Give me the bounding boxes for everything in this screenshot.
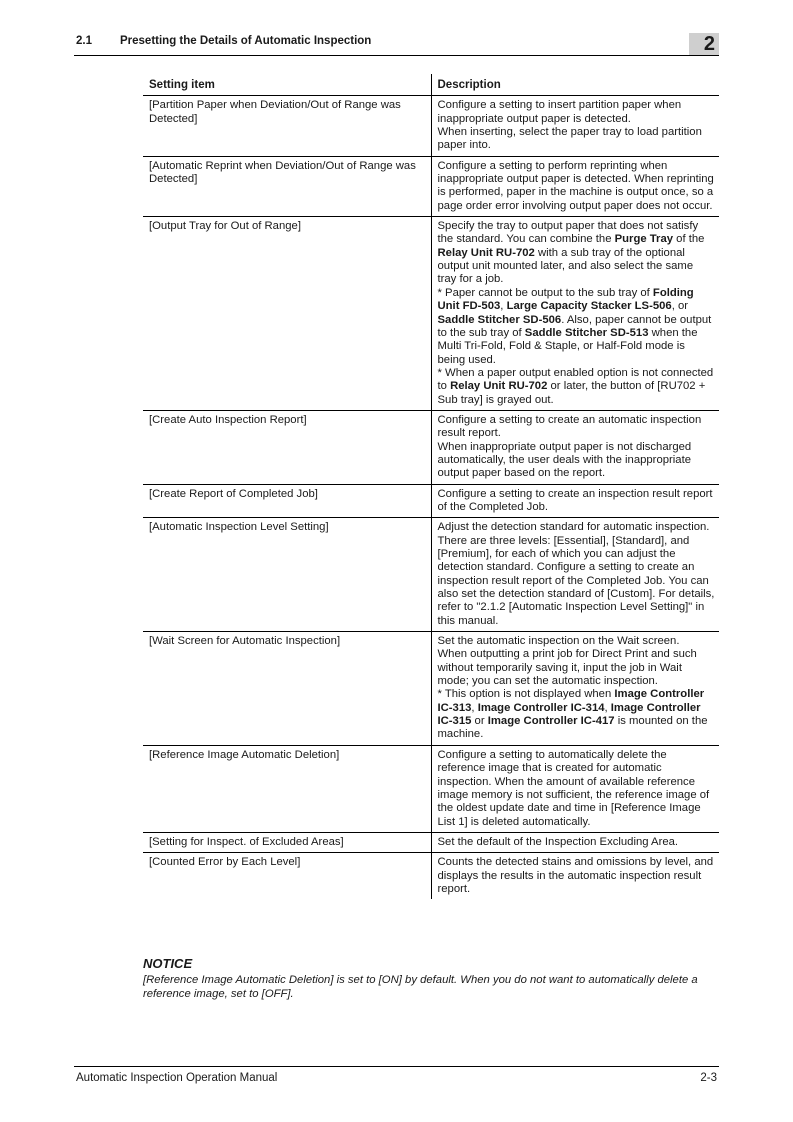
description-text: Configure a setting to automatically delete the reference image that is created for automatic inspection. When the amount of available reference image memory is not sufficient, the reference image of the oldest update date and time in [Reference Image List 1] is deleted automatically. <box>437 748 710 828</box>
product-name: Relay Unit RU-702 <box>450 380 548 393</box>
description-cell <box>431 853 719 900</box>
table-row <box>143 410 719 484</box>
description-cell <box>431 832 719 852</box>
setting-item-cell: [Counted Error by Each Level] <box>143 853 431 900</box>
description-text: Set the default of the Inspection Excluding Area. <box>437 835 679 848</box>
table-row <box>143 217 719 411</box>
chapter-number: 2 <box>703 33 715 55</box>
setting-item-cell: [Output Tray for Out of Range] <box>143 217 431 411</box>
description-text: Specify the tray to output paper that does not satisfy the standard. You can combine the <box>437 220 699 246</box>
description-paragraph <box>438 441 716 481</box>
description-text: * When a paper output enabled option is not connected to <box>437 366 714 393</box>
description-text: . Also, paper cannot be output to the sub tray of <box>437 313 712 339</box>
table-row <box>143 518 719 632</box>
product-name: Saddle Stitcher SD-506 <box>437 313 562 326</box>
setting-item-cell: [Create Report of Completed Job] <box>143 484 431 518</box>
setting-item-cell: [Automatic Inspection Level Setting] <box>143 518 431 632</box>
table-row <box>143 156 719 216</box>
description-paragraph <box>438 160 716 213</box>
description-paragraph <box>438 856 716 896</box>
setting-item-cell: [Automatic Reprint when Deviation/Out of Range was Detected] <box>143 156 431 216</box>
description-cell <box>431 217 719 411</box>
product-name: Relay Unit RU-702 <box>437 246 535 259</box>
column-header-setting-item: Setting item <box>143 74 431 96</box>
description-cell <box>431 745 719 832</box>
table-header-row <box>143 74 719 96</box>
setting-item-cell: [Setting for Inspect. of Excluded Areas] <box>143 832 431 852</box>
description-paragraph <box>438 749 716 829</box>
description-text: or <box>471 715 488 728</box>
manual-title: Automatic Inspection Operation Manual <box>76 1072 278 1084</box>
table-row <box>143 484 719 518</box>
column-header-description: Description <box>431 74 719 96</box>
description-paragraph <box>438 635 716 648</box>
description-paragraph <box>438 220 716 287</box>
table-row <box>143 96 719 156</box>
description-text: is mounted on the machine. <box>437 715 708 741</box>
setting-item-cell: [Create Auto Inspection Report] <box>143 410 431 484</box>
description-paragraph <box>438 836 716 849</box>
description-paragraph <box>438 287 716 367</box>
description-text: Configure a setting to create an automatic inspection result report. <box>437 413 702 440</box>
description-text: When inappropriate output paper is not discharged automatically, the user deals with the inappropriate output paper based on the report. <box>437 440 692 480</box>
description-text: of the <box>673 233 705 246</box>
settings-table <box>143 74 719 899</box>
setting-item-cell: [Partition Paper when Deviation/Out of Range was Detected] <box>143 96 431 156</box>
table-row <box>143 632 719 746</box>
page-footer <box>74 1066 719 1089</box>
setting-item-cell: [Wait Screen for Automatic Inspection] <box>143 632 431 746</box>
description-text: Configure a setting to insert partition paper when inappropriate output paper is detected. <box>437 99 682 125</box>
description-text: , or <box>671 300 689 313</box>
description-text: Counts the detected stains and omissions by level, and displays the results in the automatic inspection result report. <box>437 856 714 895</box>
product-name: Image Controller IC-313 <box>437 688 705 714</box>
description-cell <box>431 518 719 632</box>
description-cell <box>431 410 719 484</box>
notice-title: NOTICE <box>143 956 193 971</box>
description-text: with a sub tray of the optional output unit mounted later, and also select the same tray for a job. <box>437 246 694 286</box>
description-text: Configure a setting to create an inspection result report of the Completed Job. <box>437 487 713 513</box>
product-name: Saddle Stitcher SD-513 <box>524 326 649 339</box>
product-name: Folding Unit FD-503 <box>437 286 694 313</box>
description-text: Adjust the detection standard for automatic inspection. There are three levels: [Essential], [Standard], and [Premium], for each of which you can adjust the detection standard. Configure a setting to create an inspection result report of the Completed Job. You can also set the detection standard of [Custom]. For details, refer to "2.1.2 [Automatic Inspection Level Setting]" in this manual. <box>437 521 715 627</box>
table-body <box>143 96 719 899</box>
product-name: Image Controller IC-314 <box>477 701 605 714</box>
description-paragraph <box>438 414 716 441</box>
description-text: , <box>471 701 478 714</box>
description-paragraph <box>438 367 716 407</box>
description-paragraph <box>438 648 716 688</box>
product-name: Image Controller IC-417 <box>487 715 615 728</box>
description-text: , <box>604 701 611 714</box>
description-paragraph <box>438 688 716 741</box>
section-number: 2.1 <box>76 35 92 47</box>
description-text: Configure a setting to perform reprinting when inappropriate output paper is detected. When reprinting is performed, paper in the machine is output once, so a page order error involving output paper does not occur. <box>437 159 714 212</box>
notice-text: [Reference Image Automatic Deletion] is set to [ON] by default. When you do not want to automatically delete a reference image, set to [OFF]. <box>143 974 698 1000</box>
description-cell <box>431 156 719 216</box>
description-cell <box>431 484 719 518</box>
description-text: When inserting, select the paper tray to load partition paper into. <box>437 126 702 152</box>
table-row <box>143 832 719 852</box>
description-paragraph <box>438 126 716 153</box>
section-title: Presetting the Details of Automatic Inspection <box>120 35 372 47</box>
product-name: Image Controller IC-315 <box>437 701 701 728</box>
description-text: , <box>500 300 507 313</box>
page-header <box>74 35 719 56</box>
description-text: * Paper cannot be output to the sub tray of <box>437 286 653 299</box>
product-name: Purge Tray <box>614 233 674 246</box>
description-text: when the Multi Tri-Fold, Fold & Staple, or Half-Fold mode is being used. <box>437 326 698 366</box>
description-cell <box>431 96 719 156</box>
description-paragraph <box>438 521 716 628</box>
setting-item-cell: [Reference Image Automatic Deletion] <box>143 745 431 832</box>
product-name: Large Capacity Stacker LS-506 <box>506 300 672 313</box>
description-paragraph <box>438 99 716 126</box>
description-text: * This option is not displayed when <box>437 688 615 701</box>
description-paragraph <box>438 488 716 515</box>
description-text: When outputting a print job for Direct Print and such without temporarily saving it, input the job in Wait mode; you can set the automatic inspection. <box>437 648 697 688</box>
chapter-tab <box>689 33 719 55</box>
table-row <box>143 853 719 900</box>
page-number: 2-3 <box>700 1072 717 1084</box>
description-text: or later, the button of [RU702 + Sub tray] is grayed out. <box>437 380 706 406</box>
description-cell <box>431 632 719 746</box>
description-text: Set the automatic inspection on the Wait screen. <box>437 635 680 648</box>
table-row <box>143 745 719 832</box>
